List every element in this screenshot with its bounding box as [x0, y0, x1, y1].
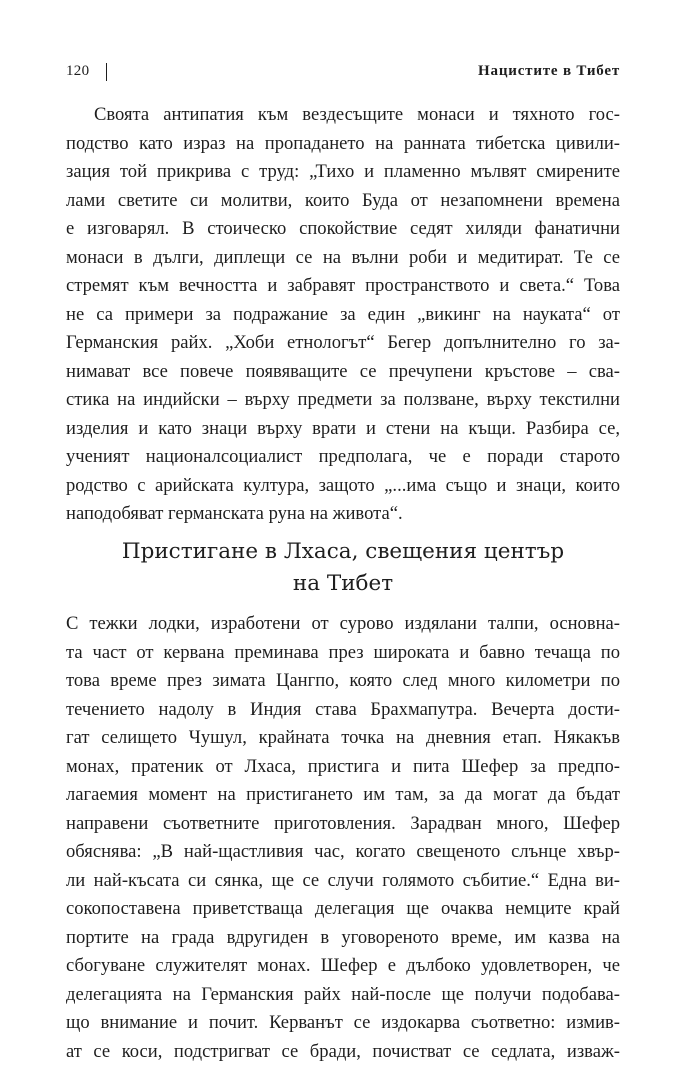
text-line: стика на индийски – върху предмети за ползване, върху текстилни [66, 389, 620, 410]
text-line: портите на града вдругиден в уговореното време, им казва на [66, 926, 620, 948]
text-line: ученият националсоциалист предполага, че е поради старото [66, 446, 620, 467]
text-line: сбогуване служителят монах. Шефер е дълбоко удовлетворен, че [66, 955, 620, 976]
text-line: родство с арийската култура, защото „...има също и знаци, които [66, 474, 620, 496]
section-heading-line: Пристигане в Лхаса, свещения център [121, 539, 565, 564]
text-line: това време през зимата Цангпо, която след много километри по [66, 670, 620, 691]
text-line: лами светите си молитви, които Буда от незапомнени времена [66, 189, 620, 211]
text-line: Германския райх. „Хоби етнологът“ Бегер допълнително го за- [66, 332, 620, 353]
text-line: сокопоставена приветстваща делегация ще очаква немците край [66, 898, 620, 919]
text-line: нимават все повече появяващите се пречупени кръстове – сва- [66, 360, 620, 382]
paragraph-1 [66, 101, 620, 529]
text-line: ат се коси, подстригват се бради, почистват се седлата, изваж- [66, 1040, 620, 1062]
page-number: 120 [66, 63, 90, 79]
text-line: монах, пратеник от Лхаса, пристига и пита Шефер за предпо- [66, 755, 620, 777]
text-line: та част от кервана преминава през широката и бавно течаща по [66, 641, 620, 663]
text-line: гат селището Чушул, крайната точка на дневния етап. Някакъв [66, 727, 620, 748]
text-line: монаси в дълги, диплещи се на вълни роби и медитират. Те се [66, 246, 620, 268]
text-line: делегацията на Германския райх най-после ще получи подобава- [66, 983, 620, 1005]
text-line: що внимание и почит. Керванът се издокарва съответно: измив- [66, 1012, 620, 1033]
running-title: Нацистите в Тибет [478, 63, 620, 79]
text-line: наподобяват германската руна на живота“. [66, 503, 403, 524]
text-line: изделия и като знаци върху врати и стени на къщи. Разбира се, [66, 417, 620, 439]
text-line: течението надолу в Индия става Брахмапутра. Вечерта дости- [66, 698, 620, 720]
text-line: лагаемия момент на пристигането им там, за да могат да бъдат [66, 784, 620, 805]
page-header [66, 63, 620, 85]
text-line: подство като израз на пропадането на ранната тибетска цивили- [66, 132, 620, 154]
text-line: ли най-късата си сянка, ще се случи голямото събитие.“ Една ви- [66, 869, 620, 891]
text-line: обяснява: „В най-щастливия час, когато свещеното слънце хвър- [66, 841, 620, 862]
text-line: е изговарял. В стоическо спокойствие седят хиляди фанатични [66, 218, 620, 239]
text-line: С тежки лодки, изработени от сурово издялани талпи, основна- [66, 613, 620, 634]
paragraph-2 [66, 610, 620, 1066]
header-divider [106, 63, 107, 81]
text-line: стремят към вечността и забравят пространството и света.“ Това [66, 275, 620, 296]
text-line: Своята антипатия към вездесъщите монаси и тяхното гос- [94, 104, 620, 125]
text-line: зация той прикрива с труд: „Тихо и пламенно мълвят смирените [66, 161, 620, 182]
section-heading-line: на Тибет [292, 571, 394, 596]
text-line: не са примери за подражание за един „викинг на науката“ от [66, 303, 620, 325]
text-line: направени съответните приготовления. Зарадван много, Шефер [66, 812, 620, 834]
section-heading [66, 536, 620, 600]
